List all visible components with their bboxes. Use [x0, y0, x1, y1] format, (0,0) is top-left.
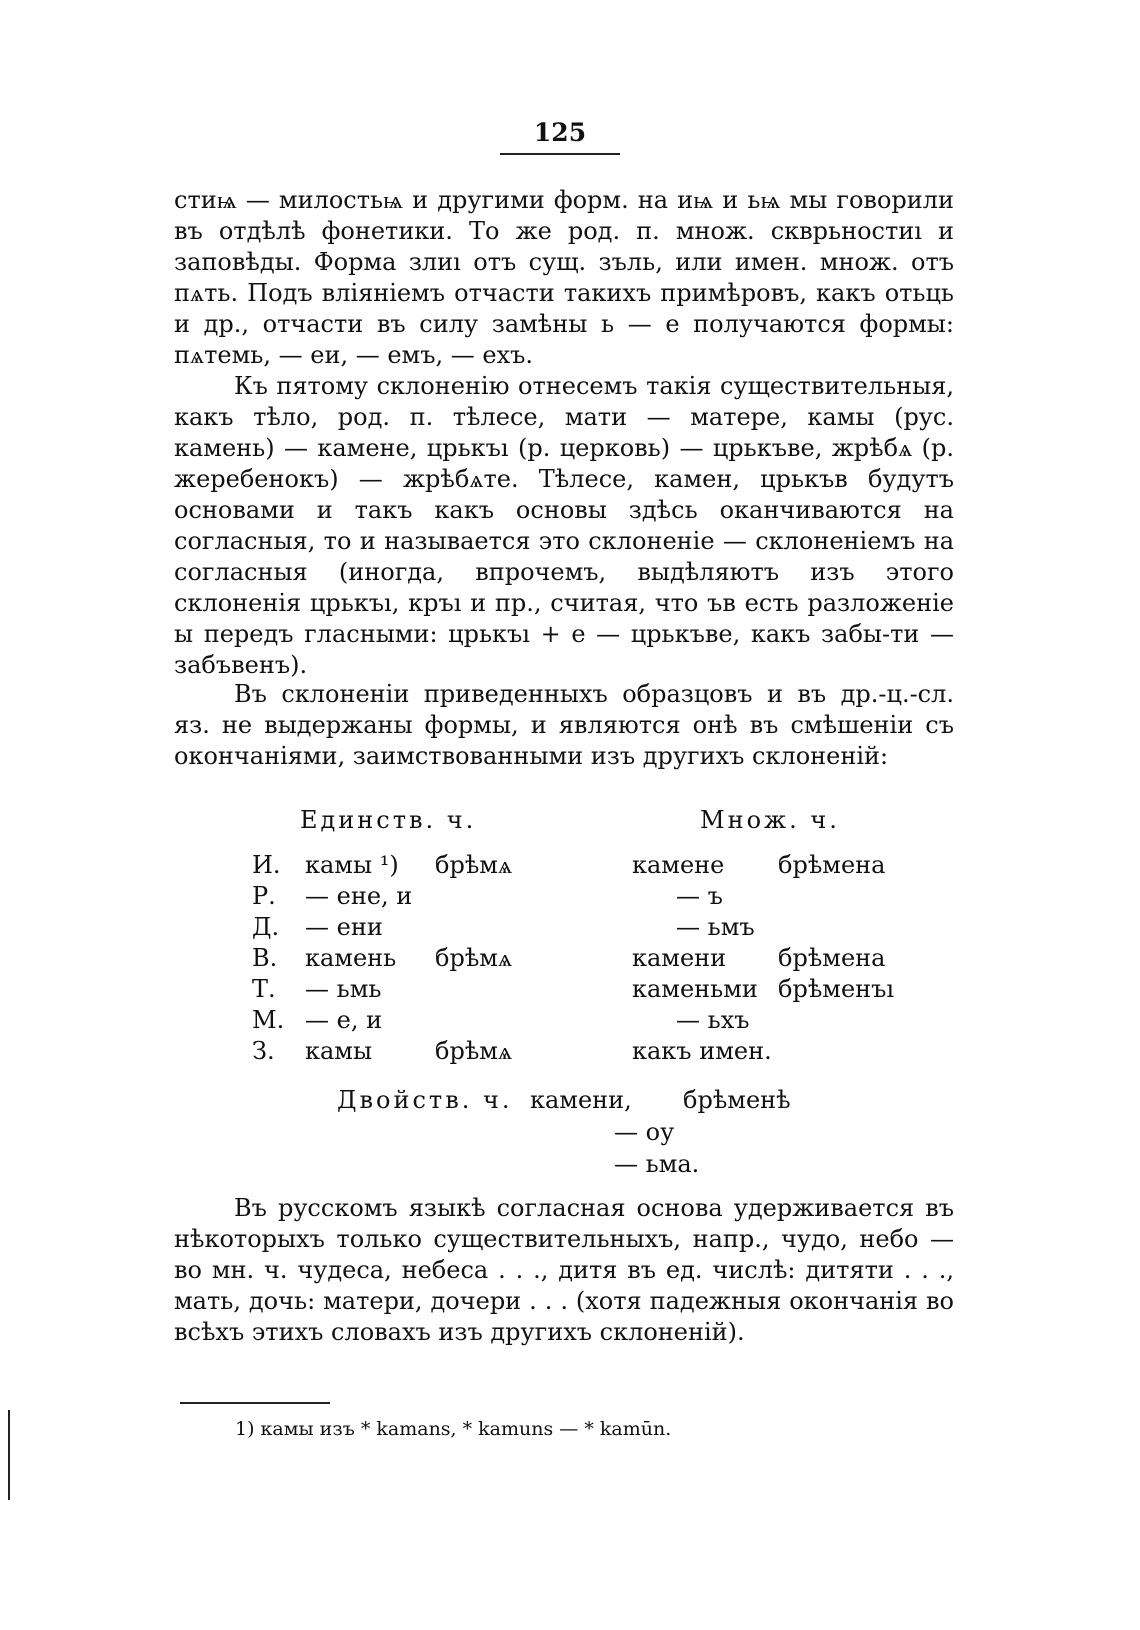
paragraph-1: стиѩ — милостьѩ и другими форм. на иѩ и ьѩ мы говорили въ отдѣлѣ фонетики. То же род. п. множ. скврьностиı и заповѣды. Форма злиı отъ сущ. зъль, или имен. множ. отъ пѧть. Подъ вліяніемъ отчасти такихъ примѣровъ, какъ отьць и др., отчасти въ силу замѣны ь — е получаются формы: пѧтемь, — еи, — емъ, — ехъ.	[174, 186, 954, 369]
plural-form-1: каменьми	[632, 975, 758, 1003]
plural-form-2: брѣмена	[778, 944, 886, 972]
singular-form-1: камень	[305, 944, 397, 972]
paragraph-3: Въ склоненіи приведенныхъ образцовъ и въ др.-ц.-сл. яз. не выдержаны формы, и являются онѣ въ смѣшеніи съ окончаніями, заимствованными изъ другихъ склоненій:	[174, 680, 954, 770]
singular-form-1: — ене, и	[305, 882, 413, 910]
dual-label: Двойств. ч.	[337, 1086, 513, 1114]
plural-form-1: — ъ	[676, 882, 723, 910]
case-label: И.	[252, 851, 281, 879]
singular-form-1: камы ¹)	[305, 851, 399, 879]
table-row	[0, 975, 1140, 1006]
case-label: Р.	[252, 882, 276, 910]
page-number-rule	[500, 153, 620, 155]
plural-form-1: камене	[632, 851, 725, 879]
singular-form-1: — ени	[305, 913, 383, 941]
singular-form-2: брѣмѧ	[435, 1037, 513, 1065]
plural-form-1: — ьхъ	[676, 1006, 750, 1034]
plural-form-2: брѣмена	[778, 851, 886, 879]
table-row	[0, 944, 1140, 975]
case-label: М.	[252, 1006, 285, 1034]
singular-form-2: брѣмѧ	[435, 944, 513, 972]
plural-form-1: камени	[632, 944, 727, 972]
plural-header: Множ. ч.	[700, 806, 840, 834]
singular-form-1: — ьмь	[305, 975, 382, 1003]
footnote: 1) камы изъ * kamans, * kamuns — * kamūn.	[235, 1418, 672, 1440]
table-row	[0, 1006, 1140, 1037]
table-row	[0, 851, 1140, 882]
plural-form-1: какъ имен.	[632, 1037, 772, 1065]
table-row	[0, 913, 1140, 944]
singular-header: Единств. ч.	[300, 806, 477, 834]
case-label: В.	[252, 944, 278, 972]
table-row	[0, 1037, 1140, 1068]
plural-form-1: — ьмъ	[676, 913, 755, 941]
dual-form-1: камени,	[530, 1086, 632, 1114]
dual-ending-2: — ьма.	[614, 1150, 700, 1178]
case-label: Д.	[252, 913, 280, 941]
footnote-rule	[180, 1402, 330, 1404]
scan-margin-mark	[8, 1410, 10, 1500]
singular-form-1: камы	[305, 1037, 373, 1065]
plural-form-2: брѣменъı	[778, 975, 895, 1003]
dual-form-2: брѣменѣ	[683, 1086, 791, 1114]
dual-ending-1: — оу	[614, 1118, 675, 1146]
paragraph-2: Къ пятому склоненію отнесемъ такія существительныя, какъ тѣло, род. п. тѣлесе, мати — матере, камы (рус. камень) — камене, црькъı (р. церковь) — црькъве, жрѣбѧ (р. жеребенокъ) — жрѣбѧте. Тѣлесе, камен, црькъв будутъ основами и такъ какъ основы здѣсь оканчиваются на согласныя, то и называется это склоненіе — склоненіемъ на согласныя (иногда, впрочемъ, выдѣляютъ изъ этого склоненія црькъı, кръı и пр., считая, что ъв есть разложеніе ы передъ гласными: црькъı + е — црькъве, какъ забы-ти — забъвенъ).	[174, 372, 954, 679]
case-label: Т.	[252, 975, 276, 1003]
singular-form-1: — е, и	[305, 1006, 383, 1034]
table-row	[0, 882, 1140, 913]
page-number: 125	[533, 118, 587, 147]
case-label: З.	[252, 1037, 275, 1065]
paragraph-4: Въ русскомъ языкѣ согласная основа удерживается въ нѣкоторыхъ только существительныхъ, напр., чудо, небо — во мн. ч. чудеса, небеса . . ., дитя въ ед. числѣ: дитяти . . ., мать, дочь: матери, дочери . . . (хотя падежныя окончанія во всѣхъ этихъ словахъ изъ другихъ склоненій).	[174, 1194, 954, 1346]
singular-form-2: брѣмѧ	[435, 851, 513, 879]
